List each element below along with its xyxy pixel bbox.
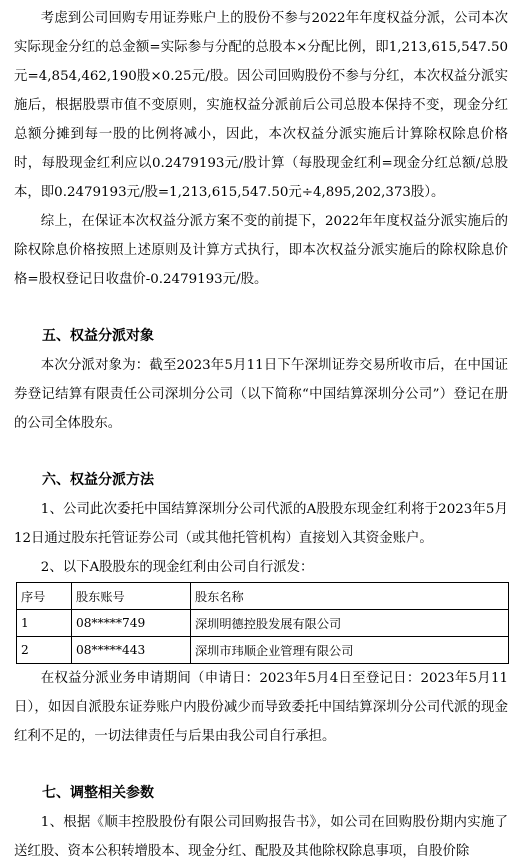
section-heading-7: 七、调整相关参数 bbox=[42, 785, 154, 801]
paragraph-method-item-2: 2、以下A股股东的现金红利由公司自行派发： bbox=[40, 560, 314, 575]
section-heading-5: 五、权益分派对象 bbox=[42, 328, 154, 344]
paragraph-adjust-item-1: 1、根据《顺丰控股股份有限公司回购报告书》，如公司在回购股份期内实施了送红股、资本公积转增股本、现金分红、配股及其他除权除息事项，自股价除 bbox=[14, 815, 508, 859]
cell-holder-name: 深圳市玮顺企业管理有限公司 bbox=[191, 637, 509, 664]
paragraph-method-item-1: 1、公司此次委托中国结算深圳分公司代派的A股股东现金红利将于2023年5月12日通过股东托管证券公司（或其他托管机构）直接划入其资金账户。 bbox=[14, 502, 508, 546]
cell-account: 08*****443 bbox=[72, 637, 191, 664]
section-heading-6: 六、权益分派方法 bbox=[42, 472, 154, 488]
cell-index: 2 bbox=[17, 637, 72, 664]
cell-holder-name: 深圳明德控股发展有限公司 bbox=[191, 610, 509, 637]
header-index: 序号 bbox=[17, 583, 72, 610]
table-header-row bbox=[17, 583, 509, 610]
table-row bbox=[17, 610, 509, 637]
paragraph-liability-note: 在权益分派业务申请期间（申请日：2023年5月4日至登记日：2023年5月11日），如因自派股东证券账户内股份减少而导致委托中国结算深圳分公司代派的现金红利不足的，一切法律责任与后果由我公司自行承担。 bbox=[14, 671, 508, 744]
cell-index: 1 bbox=[17, 610, 72, 637]
table-row bbox=[17, 637, 509, 664]
paragraph-cash-dividend-calc: 考虑到公司回购专用证券账户上的股份不参与2022年年度权益分派，公司本次实际现金分红的总金额=实际参与分配的总股本×分配比例，即1,213,615,547.50元=4,854,462,190股×0.25元/股。因公司回购股份不参与分红，本次权益分派实施后，根据股票市值不变原则，实施权益分派前后公司总股本保持不变，现金分红总额分摊到每一股的比例将减小，因此，本次权益分派实施后计算除权除息价格时，每股现金红利应以0.2479193元/股计算（每股现金红利=现金分红总额/总股本，即0.2479193元/股=1,213,615,547.50元÷4,895,202,373股）。 bbox=[14, 11, 508, 200]
cell-account: 08*****749 bbox=[72, 610, 191, 637]
paragraph-ex-rights-summary: 综上，在保证本次权益分派方案不变的前提下，2022年年度权益分派实施后的除权除息价格按照上述原则及计算方式执行，即本次权益分派实施后的除权除息价格=股权登记日收盘价-0.2479193元/股。 bbox=[14, 214, 508, 287]
paragraph-distribution-target: 本次分派对象为：截至2023年5月11日下午深圳证券交易所收市后，在中国证券登记结算有限责任公司深圳分公司（以下简称“中国结算深圳分公司”）登记在册的公司全体股东。 bbox=[14, 358, 508, 431]
header-account: 股东账号 bbox=[72, 583, 191, 610]
self-distribution-table bbox=[16, 582, 509, 664]
header-holder-name: 股东名称 bbox=[191, 583, 509, 610]
